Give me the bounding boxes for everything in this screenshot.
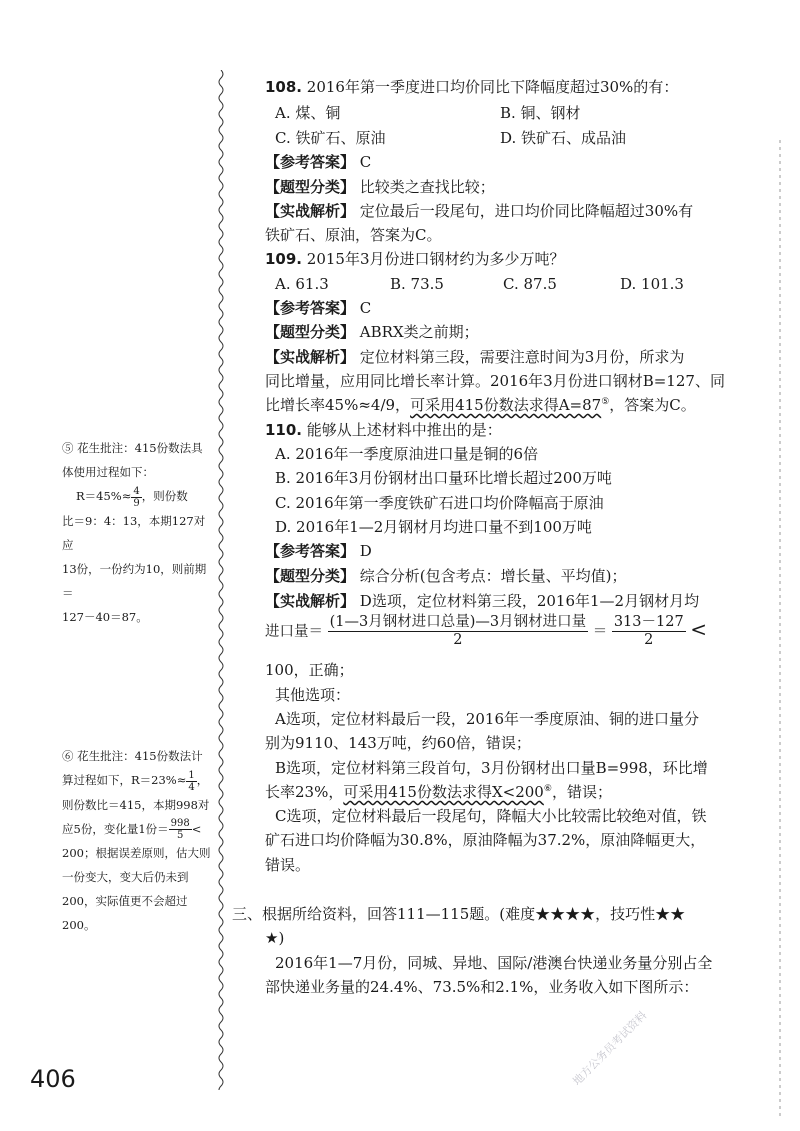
option-b-analysis-line2	[265, 783, 612, 801]
type-value: ABRX类之前期；	[359, 323, 479, 341]
analysis-text: 定位材料第三段，需要注意时间为3月份，所求为	[359, 348, 685, 366]
note-line	[62, 768, 212, 793]
q110-option-b: B. 2016年3月份钢材出口量环比增长超过200万吨	[275, 469, 612, 487]
other-options-label: 其他选项：	[275, 686, 351, 704]
note-line: 13份，一份约为10，则前期＝	[62, 561, 207, 600]
q108-text: 2016年第一季度进口均价同比下降幅度超过30%的有：	[306, 78, 679, 96]
note-line: 200，实际值更不会超过200。	[62, 894, 188, 932]
q109-analysis-line2: 同比增量，应用同比增长率计算。2016年3月份进口钢材B=127、同	[265, 372, 725, 390]
fraction-denominator: 2	[644, 632, 654, 649]
note-text: ，	[196, 773, 209, 787]
q108-stem	[265, 78, 678, 96]
type-value: 比较类之查找比较；	[359, 178, 495, 196]
analysis-text: 定位最后一段尾句，进口均价同比降幅超过30%有	[359, 202, 694, 220]
note-fraction	[131, 486, 141, 509]
option-b-analysis: B选项，定位材料第三段首句，3月份钢材出口量B=998，环比增	[275, 759, 708, 777]
q110-text: 能够从上述材料中推出的是：	[306, 421, 502, 439]
analysis-label: 【实战解析】	[265, 348, 356, 366]
highlighted-method: 可采用415份数法求得X<200	[343, 783, 544, 801]
q109-option-c: C. 87.5	[503, 275, 557, 293]
option-a-analysis-line2: 别为9110、143万吨，约60倍，错误；	[265, 734, 531, 752]
note-text: <	[191, 821, 202, 836]
q109-answer	[265, 299, 371, 317]
analysis-label: 【实战解析】	[265, 202, 356, 220]
footnote-marker: ⑤	[601, 397, 610, 407]
formula-equals: ＝	[592, 623, 608, 640]
analysis-text: 比增长率45%≈4/9，	[265, 396, 411, 414]
q108-type	[265, 178, 495, 196]
type-label: 【题型分类】	[265, 567, 356, 585]
answer-label: 【参考答案】	[265, 299, 356, 317]
fraction-numerator: 1	[188, 769, 195, 781]
answer-label: 【参考答案】	[265, 542, 356, 560]
answer-value: C	[359, 153, 372, 171]
q109-option-b: B. 73.5	[390, 275, 444, 293]
note-text: R＝45%≈	[76, 489, 132, 503]
option-c-analysis: C选项，定位材料最后一段尾句，降幅大小比较需比较绝对值，铁	[275, 807, 707, 825]
q108-option-a: A. 煤、铜	[275, 104, 341, 122]
q108-analysis	[265, 202, 693, 220]
note-line: 则份数比＝415，本期998对	[62, 797, 210, 812]
formula-lhs: 进口量＝	[265, 623, 323, 640]
analysis-label: 【实战解析】	[265, 592, 356, 610]
q108-answer	[265, 153, 371, 171]
type-label: 【题型分类】	[265, 323, 356, 341]
q110-type	[265, 567, 627, 585]
type-label: 【题型分类】	[265, 178, 356, 196]
formula-tail: 100，正确；	[265, 661, 354, 679]
fraction-denominator: 4	[188, 781, 195, 793]
margin-divider	[214, 70, 228, 1090]
analysis-text: ，错误；	[551, 783, 612, 801]
formula	[265, 614, 707, 650]
answer-value: C	[359, 299, 372, 317]
footnote-marker: ⑥	[543, 784, 552, 794]
note-line	[62, 484, 212, 509]
fraction-numerator: 313－127	[612, 614, 686, 632]
highlighted-method: 可采用415份数法求得A=87	[410, 396, 602, 414]
note-text: 算过程如下，R＝23%≈	[62, 773, 187, 787]
option-a-analysis: A选项，定位材料最后一段，2016年一季度原油、铜的进口量分	[275, 710, 700, 728]
option-c-analysis-line3: 错误。	[265, 856, 311, 874]
type-value: 综合分析(包含考点：增长量、平均值)；	[359, 567, 627, 585]
q110-analysis	[265, 592, 699, 610]
binding-line	[778, 140, 782, 1120]
q110-answer	[265, 542, 372, 560]
answer-value: D	[359, 542, 372, 560]
fraction-denominator: 2	[453, 632, 463, 649]
side-note-5	[62, 436, 212, 629]
section-heading: 三、根据所给资料，回答111—115题。(难度★★★★，技巧性★★	[232, 905, 686, 923]
analysis-text: ，答案为C。	[609, 396, 696, 414]
q110-option-d: D. 2016年1—2月钢材月均进口量不到100万吨	[275, 518, 592, 536]
note-line: 体使用过程如下：	[62, 465, 154, 479]
section-heading-cont: ★)	[265, 929, 285, 947]
fraction-1	[328, 614, 589, 650]
q109-stem	[265, 250, 565, 268]
note-fraction	[186, 770, 196, 793]
q109-analysis-line3	[265, 396, 696, 414]
analysis-text: D选项，定位材料第三段，2016年1—2月钢材月均	[359, 592, 700, 610]
option-c-analysis-line2: 矿石进口均价降幅为30.8%，原油降幅为37.2%，原油降幅更大，	[265, 831, 706, 849]
watermark: 地方公务员考试资料	[570, 1008, 650, 1088]
note-fraction	[169, 818, 192, 841]
q110-number: 110.	[265, 421, 303, 439]
side-note-6	[62, 744, 212, 937]
fraction-numerator: 4	[133, 485, 140, 497]
fraction-2	[612, 614, 686, 650]
q110-stem	[265, 421, 502, 439]
q109-number: 109.	[265, 250, 303, 268]
q110-option-c: C. 2016年第一季度铁矿石进口均价降幅高于原油	[275, 494, 604, 512]
q108-option-d: D. 铁矿石、成品油	[500, 129, 627, 147]
page-number: 406	[30, 1065, 76, 1093]
note-line	[62, 817, 212, 842]
section-intro-line2: 部快递业务量的24.4%、73.5%和2.1%，业务收入如下图所示：	[265, 978, 699, 996]
formula-less-than: <	[690, 616, 708, 641]
q108-option-b: B. 铜、钢材	[500, 104, 581, 122]
note-line: 200；根据误差原则，估大则	[62, 846, 211, 860]
note-text: ，则份数	[141, 489, 188, 503]
note-title: ⑥ 花生批注：415份数法计	[62, 749, 203, 763]
note-line: 一份变大，变大后仍未到	[62, 870, 189, 884]
note-line: 127－40＝87。	[62, 609, 148, 624]
q109-option-a: A. 61.3	[275, 275, 329, 293]
q109-text: 2015年3月份进口钢材约为多少万吨？	[306, 250, 565, 268]
note-line: 比＝9：4：13，本期127对应	[62, 513, 206, 552]
note-text: 应5份，变化量1份＝	[62, 821, 169, 836]
note-title: ⑤ 花生批注：415份数法具	[62, 441, 203, 455]
fraction-numerator: (1—3月钢材进口总量)—3月钢材进口量	[328, 614, 589, 632]
q108-number: 108.	[265, 78, 303, 96]
analysis-text: 长率23%，	[265, 783, 344, 801]
fraction-denominator: 5	[177, 830, 184, 841]
q108-analysis-line2: 铁矿石、原油，答案为C。	[265, 226, 442, 244]
q109-type	[265, 323, 479, 341]
fraction-numerator: 998	[170, 818, 190, 829]
q110-option-a: A. 2016年一季度原油进口量是铜的6倍	[275, 445, 539, 463]
answer-label: 【参考答案】	[265, 153, 356, 171]
q109-analysis	[265, 348, 684, 366]
fraction-denominator: 9	[133, 497, 140, 509]
q109-option-d: D. 101.3	[620, 275, 684, 293]
q108-option-c: C. 铁矿石、原油	[275, 129, 386, 147]
section-intro: 2016年1—7月份，同城、异地、国际/港澳台快递业务量分别占全	[275, 954, 713, 972]
